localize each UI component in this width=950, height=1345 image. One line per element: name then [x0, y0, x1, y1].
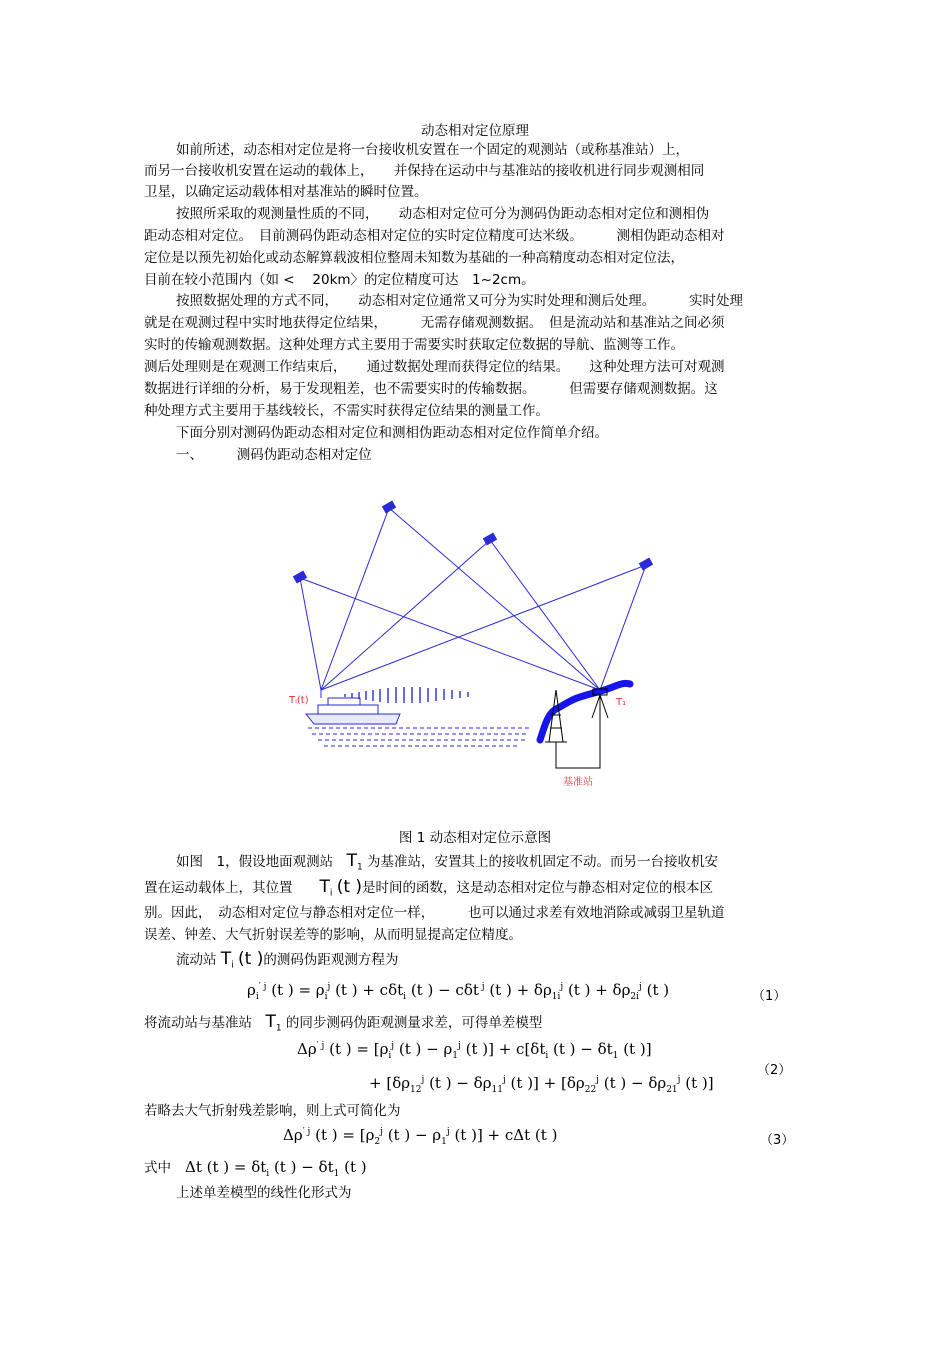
station-link	[556, 718, 600, 768]
page-title: 动态相对定位原理	[421, 123, 529, 139]
t2-line-5: 流动站 $T_i$ (t )的测码伪距观测方程为	[176, 949, 399, 971]
equation-3-number: （3）	[760, 1133, 795, 1148]
p3-line-1: 按照数据处理的方式不同， 动态相对定位通常又可分为实时处理和测后处理。 实时处理	[176, 293, 743, 309]
figure-caption: 图 1 动态相对定位示意图	[398, 830, 552, 846]
p3-line-4: 测后处理则是在观测工作结束后， 通过数据处理而获得定位的结果。 这种处理方法可对观测	[144, 359, 725, 375]
p3-line-5: 数据进行详细的分析，易于发现粗差，也不需要实时的传输数据。 但需要存储观测数据。这	[144, 381, 718, 397]
t2-line-4: 误差、钟差、大气折射误差等的影响，从而明显提高定位精度。	[144, 927, 522, 943]
p1-line-3: 卫星，以确定运动载体相对基准站的瞬时位置。	[144, 184, 428, 200]
t2-line-8: 式中 Δt (t ) = $\delta t_i$ (t ) − $\delta t_1$ (t )	[144, 1158, 367, 1179]
satellite-icon	[293, 501, 653, 584]
equation-1-number: （1）	[752, 989, 787, 1004]
p1-line-2: 而另一台接收机安置在运动的载体上， 并保持在运动中与基准站的接收机进行同步观测相同	[144, 163, 705, 179]
equation-2b: + [$\delta\rho_{12}^j$ (t ) − $\delta\rho_{11}^j$ (t )] + [$\delta\rho_{22}^j$ (t ) − $\delta\rho_{21}^j$ (t )]	[369, 1074, 714, 1095]
equation-3: $\Delta\rho^{' j}$ (t ) = [$\rho_2^j$ (t ) − $\rho_1^j$ (t )] + cΔt (t )	[283, 1126, 558, 1147]
t2-line-7: 若略去大气折射残差影响，则上式可简化为	[144, 1103, 401, 1119]
radio-link-icon	[345, 687, 468, 703]
water-waves	[308, 728, 530, 746]
base-label: T₁	[616, 697, 627, 708]
t2-line-1: 如图 1，假设地面观测站 $T_1$ 为基准站，安置其上的接收机固定不动。而另一台接收机安	[176, 851, 719, 873]
p3-line-2: 就是在观测过程中实时地获得定位结果， 无需存储观测数据。 但是流动站和基准站之间必须	[144, 315, 725, 331]
p2-line-2: 距动态相对定位。 目前测码伪距动态相对定位的实时定位精度可达米级。 测相伪距动态相对	[144, 228, 725, 244]
t2-line-2: 置在运动载体上，其位置 $T_i$ (t )是时间的函数，这是动态相对定位与静态相对定位的根本区	[144, 877, 714, 899]
rover-label: Tᵢ(t)	[289, 695, 309, 706]
p3-line-3: 实时的传输观测数据。这种处理方式主要用于需要实时获取定位数据的导航、监测等工作。	[144, 337, 684, 353]
station-label: 基准站	[563, 777, 593, 788]
t2-line-9: 上述单差模型的线性化形式为	[176, 1185, 352, 1201]
p4-line: 下面分别对测码伪距动态相对定位和测相伪距动态相对定位作简单介绍。	[176, 425, 608, 441]
equation-1: $\rho_i^{' j}$ (t ) = $\rho_i^j$ (t ) + cδt$_i$ (t ) − cδt $^j$ (t ) + $\delta\rho_{1i}^j$ (t ) + $\delta\rho_{2i}^j$ (t )	[247, 981, 670, 1002]
p1-line-1: 如前所述，动态相对定位是将一台接收机安置在一个固定的观测站（或称基准站）上，	[176, 142, 689, 158]
t2-line-6: 将流动站与基准站 $T_1$ 的同步测码伪距观测量求差，可得单差模型	[144, 1012, 543, 1034]
ship-icon	[306, 690, 400, 724]
p2-line-1: 按照所采取的观测量性质的不同， 动态相对定位可分为测码伪距动态相对定位和测相伪	[176, 206, 710, 222]
equation-2a: $\Delta\rho^{' j}$ (t ) = [$\rho_i^j$ (t ) − $\rho_1^j$ (t )] + $c[\delta t_i$ (t ) − $\delta t_1$ (t )]	[297, 1040, 652, 1061]
p2-line-3: 定位是以预先初始化或动态解算载波相位整周未知数为基础的一种高精度动态相对定位法，	[144, 250, 684, 266]
p2-line-4: 目前在较小范围内（如 < 20km〉的定位精度可达 1~2cm。	[144, 272, 535, 288]
equation-2-number: （2）	[757, 1063, 792, 1078]
section-heading: 一、 测码伪距动态相对定位	[176, 447, 372, 463]
signal-lines	[300, 508, 646, 690]
t2-line-3: 别。因此， 动态相对定位与静态相对定位一样， 也可以通过求差有效地消除或减弱卫星轨道	[144, 905, 725, 921]
p3-line-6: 种处理方式主要用于基线较长，不需实时获得定位结果的测量工作。	[144, 403, 549, 419]
